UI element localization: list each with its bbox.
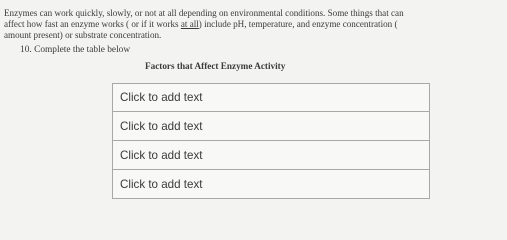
text-placeholder-row-2[interactable] — [112, 112, 430, 141]
intro-underlined-text: at all — [180, 18, 199, 29]
text-placeholder-row-3[interactable] — [112, 141, 430, 170]
intro-line-2 — [4, 19, 502, 30]
placeholder-text[interactable]: Click to add text — [120, 119, 203, 133]
question-prompt: 10. Complete the table below — [20, 45, 131, 55]
factors-table — [112, 83, 430, 199]
text-placeholder-row-1[interactable] — [112, 83, 430, 112]
intro-line-3: amount present) or substrate concentration. — [4, 29, 162, 40]
intro-line-2-end: ) include pH, temperature, and enzyme concentration ( — [198, 18, 398, 29]
placeholder-text[interactable]: Click to add text — [120, 148, 203, 162]
placeholder-text[interactable]: Click to add text — [120, 177, 203, 191]
intro-paragraph — [4, 8, 502, 40]
placeholder-text[interactable]: Click to add text — [120, 91, 203, 104]
text-placeholder-row-4[interactable] — [112, 170, 430, 199]
intro-line-1: Enzymes can work quickly, slowly, or not at all depending on environmental conditions. Some things that can — [4, 8, 404, 18]
table-title: Factors that Affect Enzyme Activity — [145, 61, 286, 71]
intro-line-2-start: affect how fast an enzyme works ( or if it works — [4, 18, 181, 29]
